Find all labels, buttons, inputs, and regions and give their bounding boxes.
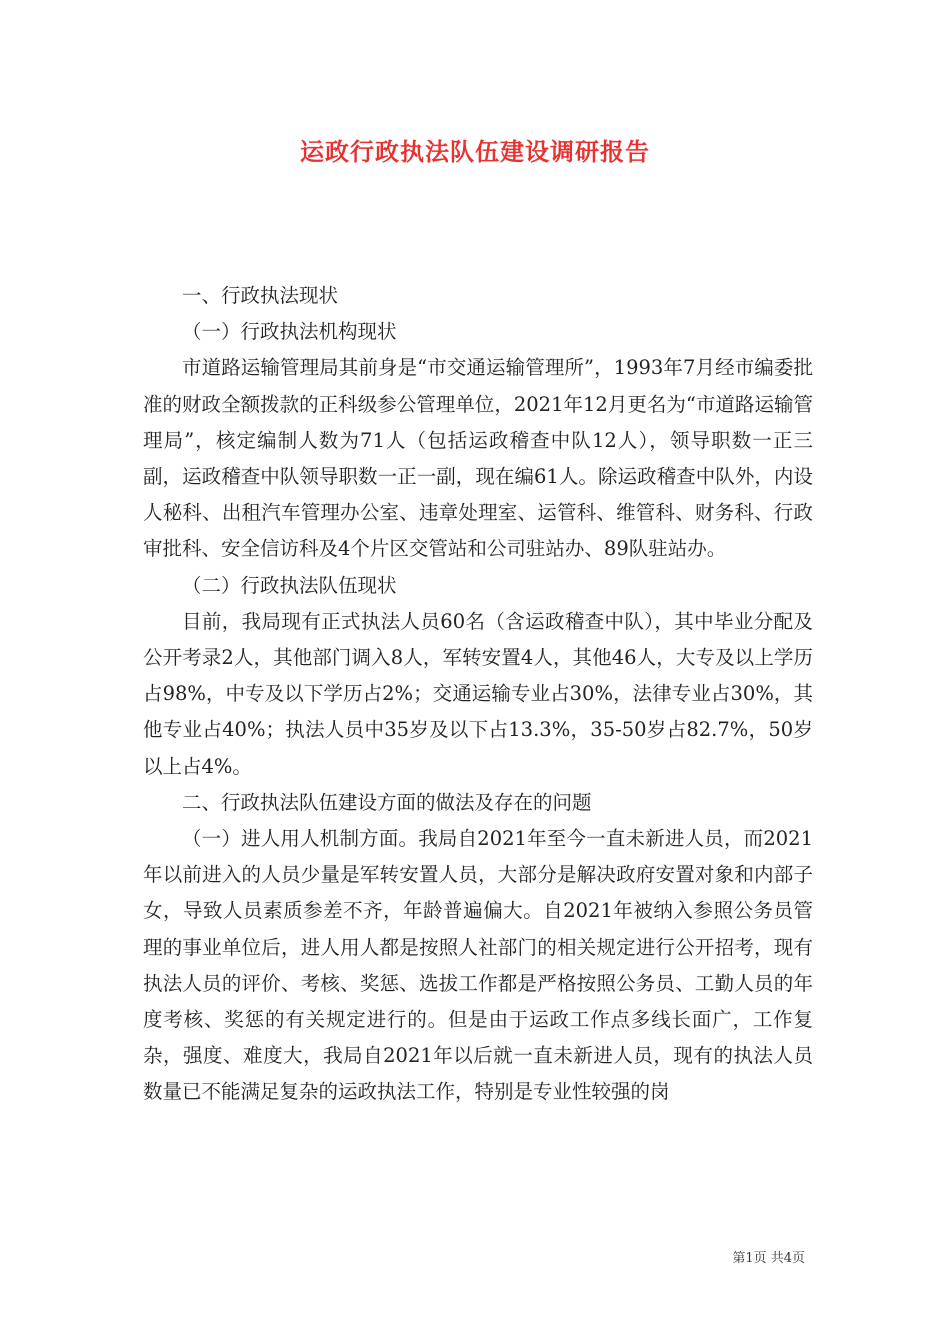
paragraph-team-status: 目前，我局现有正式执法人员60名（含运政稽查中队），其中毕业分配及公开考录2人，其他部门调入8人，军转安置4人，其他46人，大专及以上学历占98%，中专及以下学历占2%；交通运输专业占30%，法律专业占30%，其他专业占40%；执法人员中35岁及以下占13.3%，35-50岁占82.7%，50岁以上占4%。	[143, 609, 813, 778]
section-heading-1: 一、行政执法现状	[182, 284, 339, 307]
subsection-heading-1-1: （一）行政执法机构现状	[182, 320, 397, 344]
page-number-footer: 第1页 共4页	[732, 1251, 805, 1266]
document-body	[143, 278, 813, 1111]
paragraph-agency-status: 市道路运输管理局其前身是“市交通运输管理所”，1993年7月经市编委批准的财政全额拨款的正科级参公管理单位，2021年12月更名为“市道路运输管理局”，核定编制人数为71人（包括运政稽查中队12人），领导职数一正三副，运政稽查中队领导职数一正一副，现在编61人。除运政稽查中队外，内设人秘科、出租汽车管理办公室、违章处理室、运管科、维管科、财务科、行政审批科、安全信访科及4个片区交管站和公司驻站办、89队驻站办。	[143, 356, 813, 561]
paragraph-hiring-mechanism: （一）进人用人机制方面。我局自2021年至今一直未新进人员，而2021年以前进入的人员少量是军转安置人员，大部分是解决政府安置对象和内部子女，导致人员素质参差不齐，年龄普遍偏大。自2021年被纳入参照公务员管理的事业单位后，进人用人都是按照人社部门的相关规定进行公开招考，现有执法人员的评价、考核、奖惩、选拔工作都是严格按照公务员、工勤人员的年度考核、奖惩的有关规定进行的。但是由于运政工作点多线长面广，工作复杂，强度、难度大，我局自2021年以后就一直未新进人员，现有的执法人员数量已不能满足复杂的运政执法工作，特别是专业性较强的岗	[143, 827, 813, 1104]
document-title: 运政行政执法队伍建设调研报告	[300, 137, 650, 166]
subsection-heading-1-2: （二）行政执法队伍现状	[182, 573, 397, 597]
section-heading-2: 二、行政执法队伍建设方面的做法及存在的问题	[182, 790, 592, 814]
